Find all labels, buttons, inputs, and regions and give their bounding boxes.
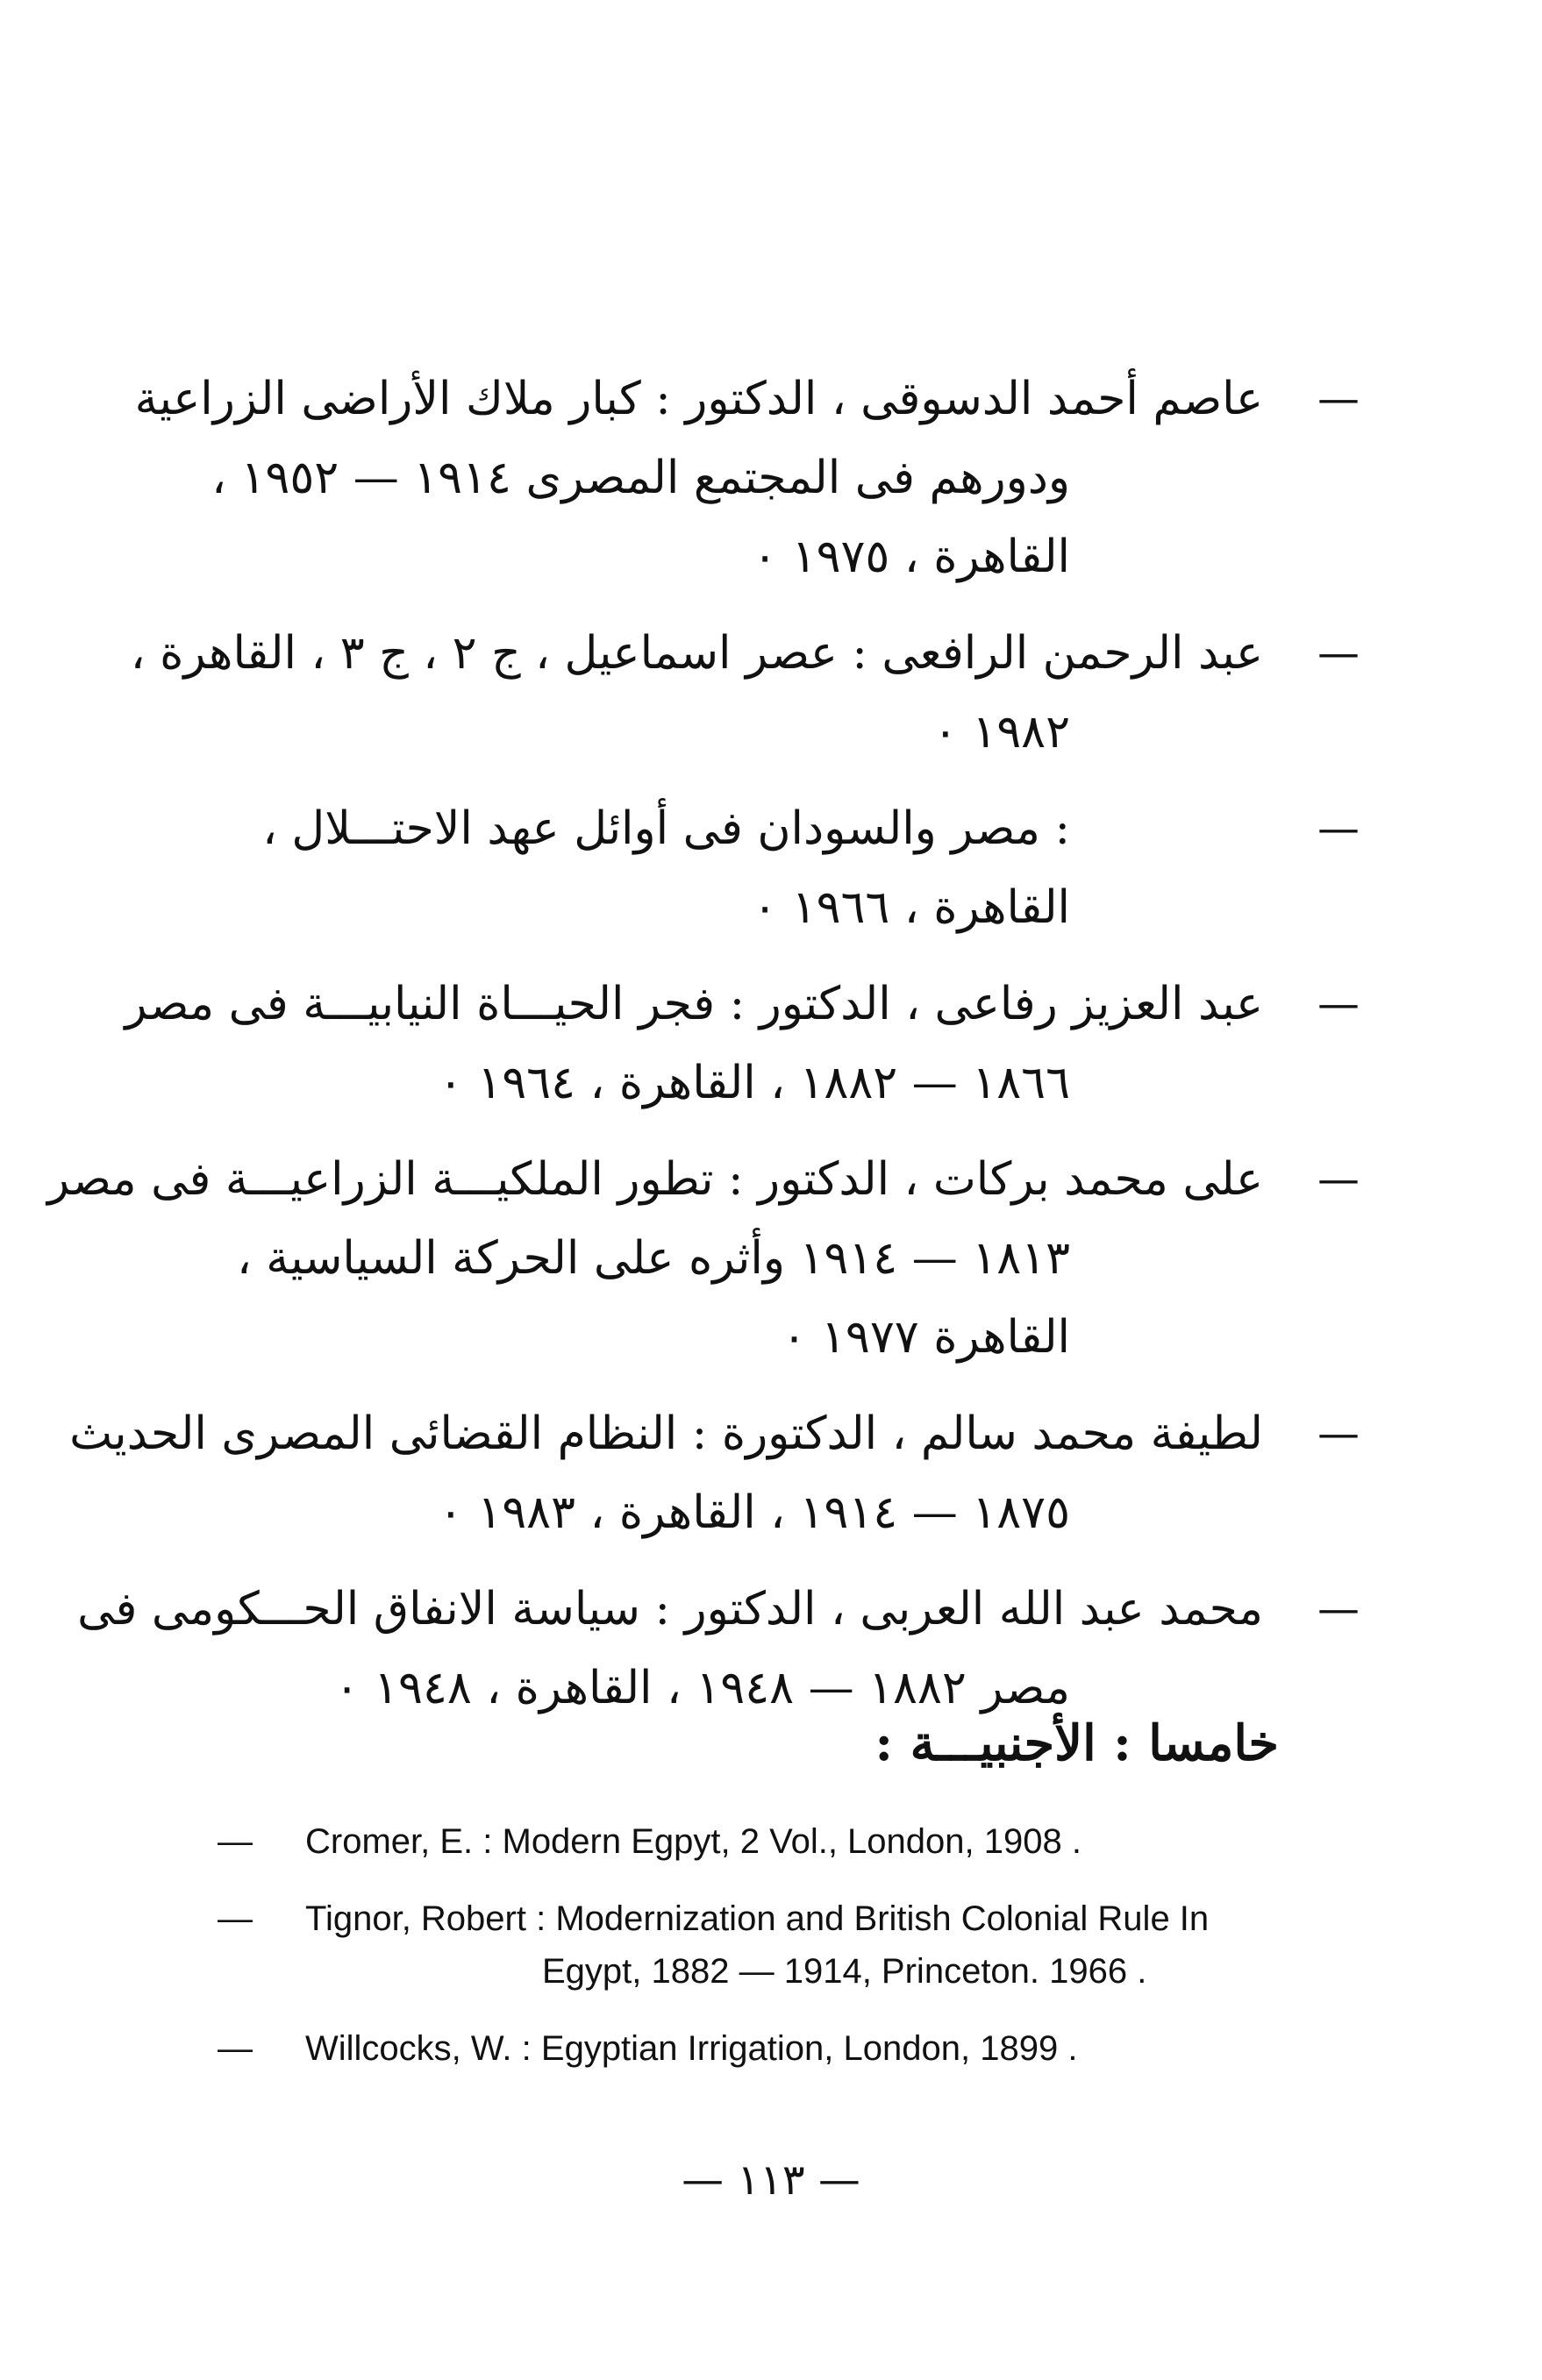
entry-dash: — <box>1317 980 1360 1029</box>
entry-dash: — <box>1317 804 1360 853</box>
reference-entry <box>218 1892 1375 1998</box>
foreign-references-list <box>218 1815 1375 2099</box>
reference-entry <box>130 614 1360 772</box>
page-number: — ١١٣ — <box>682 2156 860 2205</box>
reference-line: Tignor, Robert : Modernization and British Colonial Rule In <box>305 1899 1210 1938</box>
reference-entry <box>193 789 1360 947</box>
entry-dash: — <box>1317 1409 1360 1458</box>
reference-line: ودورهم فى المجتمع المصرى ١٩١٤ — ١٩٥٢ ، <box>211 452 1070 504</box>
reference-entry <box>46 1140 1360 1377</box>
reference-line: لطيفة محمد سالم ، الدكتورة : النظام القضائى المصرى الحديث <box>69 1407 1263 1460</box>
reference-line: القاهرة ، ١٩٦٦ ٠ <box>753 881 1070 934</box>
reference-line: Willcocks, W. : Egyptian Irrigation, London, 1899 . <box>305 2029 1078 2068</box>
reference-line: عاصم أحمد الدسوقى ، الدكتور : كبار ملاك الأراضى الزراعية <box>134 373 1263 425</box>
entry-dash: — <box>1317 629 1360 678</box>
arabic-references-list <box>46 360 1360 1745</box>
reference-entry <box>134 360 1360 596</box>
reference-line: القاهرة ، ١٩٧٥ ٠ <box>753 531 1070 583</box>
reference-entry <box>77 1570 1360 1728</box>
reference-entry <box>125 965 1360 1122</box>
reference-entry <box>218 1815 1375 1868</box>
reference-line: مصر ١٨٨٢ — ١٩٤٨ ، القاهرة ، ١٩٤٨ ٠ <box>334 1662 1070 1714</box>
reference-entry <box>218 2022 1375 2075</box>
reference-line: عبد العزيز رفاعى ، الدكتور : فجر الحيـــاة النيابيـــة فى مصر <box>125 978 1263 1030</box>
reference-line: Egypt, 1882 — 1914, Princeton. 1966 . <box>542 1952 1147 1991</box>
section-heading: خامسا : الأجنبيـــة : <box>875 1714 1279 1772</box>
entry-dash: — <box>218 2029 253 2068</box>
reference-line: ١٩٨٢ ٠ <box>932 706 1070 759</box>
entry-dash: — <box>1317 374 1360 424</box>
reference-line: على محمد بركات ، الدكتور : تطور الملكيـــة الزراعيـــة فى مصر <box>46 1153 1263 1206</box>
reference-line: : مصر والسودان فى أوائل عهد الاحتـــلال ، <box>262 802 1070 855</box>
reference-line: القاهرة ١٩٧٧ ٠ <box>782 1311 1070 1364</box>
entry-dash: — <box>1317 1585 1360 1634</box>
entry-dash: — <box>218 1822 253 1861</box>
reference-line: عبد الرحمن الرافعى : عصر اسماعيل ، ج ٢ ، ج ٣ ، القاهرة ، <box>130 627 1263 680</box>
reference-line: ١٨٧٥ — ١٩١٤ ، القاهرة ، ١٩٨٣ ٠ <box>438 1486 1070 1539</box>
reference-entry <box>69 1394 1360 1552</box>
reference-line: محمد عبد الله العربى ، الدكتور : سياسة الانفاق الحـــكومى فى <box>77 1583 1263 1635</box>
entry-dash: — <box>1317 1155 1360 1204</box>
entry-dash: — <box>218 1899 253 1938</box>
reference-line: Cromer, E. : Modern Egpyt, 2 Vol., London, 1908 . <box>305 1822 1082 1861</box>
reference-line: ١٨٦٦ — ١٨٨٢ ، القاهرة ، ١٩٦٤ ٠ <box>438 1057 1070 1109</box>
reference-line: ١٨١٣ — ١٩١٤ وأثره على الحركة السياسية ، <box>236 1232 1070 1285</box>
